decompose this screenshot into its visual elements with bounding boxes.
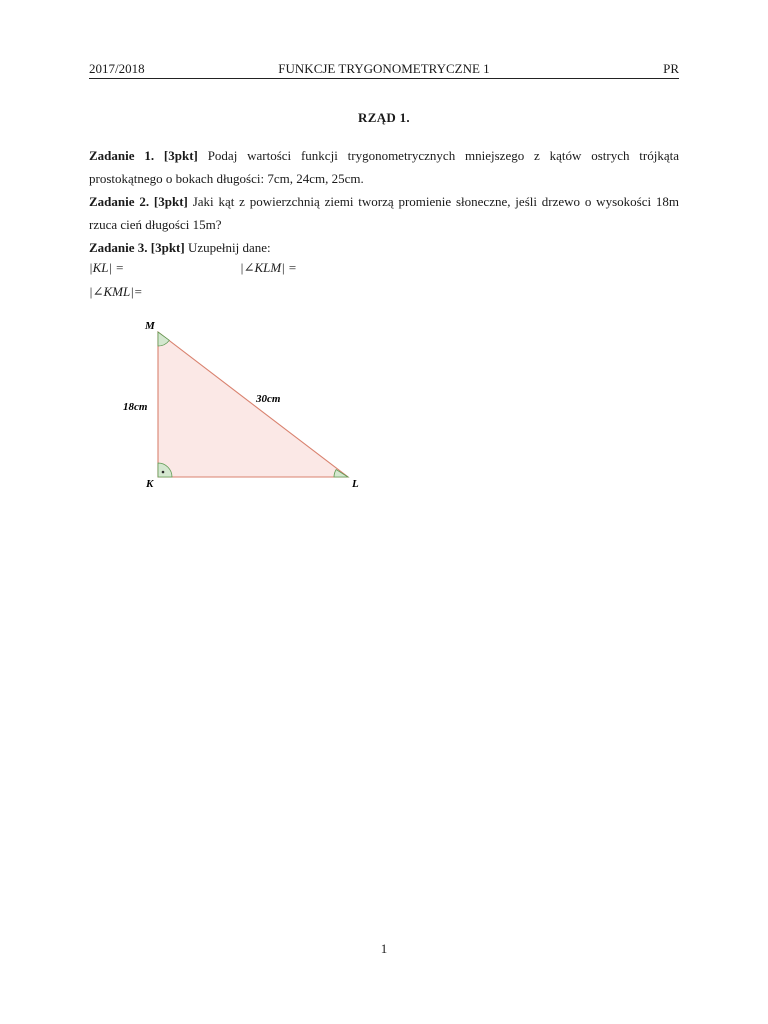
answer-angle-klm: |∠KLM| =	[240, 260, 297, 275]
section-title: RZĄD 1.	[358, 110, 410, 125]
answer-kl: |KL| =	[89, 260, 125, 275]
task-3-text: Uzupełnij dane:	[184, 240, 271, 255]
task-3-points: [3pkt]	[150, 240, 185, 255]
vertex-m-label: M	[145, 320, 155, 332]
task-3	[89, 236, 679, 259]
right-angle-dot	[162, 471, 165, 474]
answer-angle-kml: |∠KML|=	[89, 284, 143, 299]
vertex-l-label: L	[352, 478, 359, 490]
side-mk-label: 18cm	[123, 401, 148, 413]
vertex-k-label: K	[146, 478, 154, 490]
task-1-points: [3pkt]	[163, 148, 198, 163]
task-2-text: Jaki kąt z powierzchnią ziemi tworzą promienie słoneczne, jeśli drzewo o wysokości 18m rzuca cień długości 15m?	[89, 194, 680, 232]
task-1-label: Zadanie 1.	[89, 148, 155, 163]
triangle-klm	[158, 332, 348, 477]
angle-l-arc	[334, 470, 348, 478]
task-2-label: Zadanie 2.	[89, 194, 150, 209]
task-3-label: Zadanie 3.	[89, 240, 148, 255]
header-title: FUNKCJE TRYGONOMETRYCZNE 1	[278, 61, 490, 76]
task-2-points: [3pkt]	[153, 194, 188, 209]
task-1-text: Podaj wartości funkcji trygonometrycznych mniejszego z kątów ostrych trójkąta prostokątnego o bokach długości: 7cm, 24cm, 25cm.	[89, 148, 680, 186]
task-2	[89, 190, 679, 236]
task-1	[89, 144, 679, 190]
triangle-figure	[110, 312, 380, 497]
page-number: 1	[380, 941, 388, 956]
side-ml-label: 30cm	[256, 393, 281, 405]
header-level: PR	[663, 61, 679, 76]
header-year: 2017/2018	[89, 61, 145, 76]
page-header	[89, 60, 679, 79]
